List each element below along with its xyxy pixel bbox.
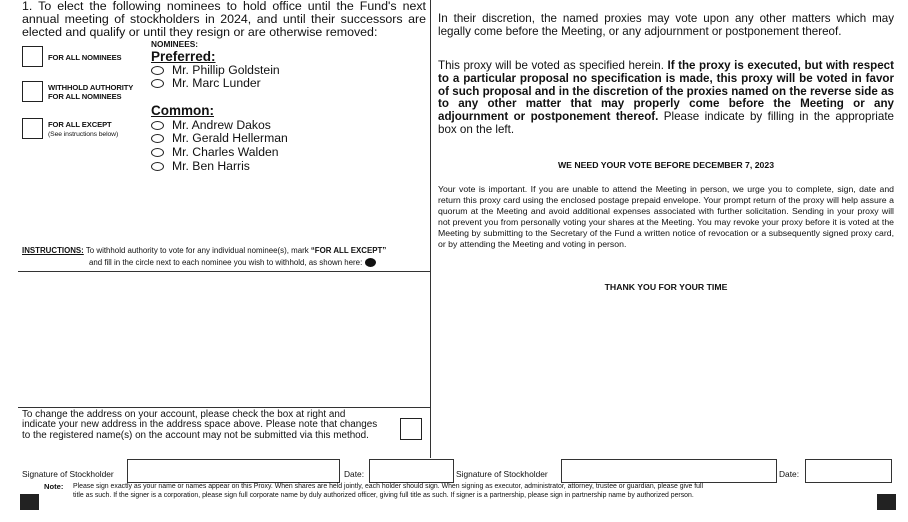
discretion-text: In their discretion, the named proxies may vote upon any other matters which may legally come before the Meeting, or any adjournment or postponement thereof. [438, 12, 894, 38]
nominees-header: NOMINEES: [151, 39, 199, 49]
registration-mark-left [20, 494, 39, 510]
signature-label-2: Signature of Stockholder [456, 469, 548, 479]
date-label-1: Date: [344, 469, 365, 479]
nominee-phillip-goldstein: Mr. Phillip Goldstein [151, 64, 280, 78]
withhold-authority-label: WITHHOLD AUTHORITY FOR ALL NOMINEES [48, 83, 134, 101]
section-divider [18, 271, 430, 272]
preferred-heading: Preferred: [151, 49, 216, 64]
address-change-checkbox[interactable] [400, 418, 422, 440]
for-all-nominees-checkbox[interactable] [22, 46, 43, 67]
note-line-1: Please sign exactly as your name or names appear on this Proxy. When shares are held jointly, each holder should sign. When signing as executor, administrator, attorney, trustee or guardian, please give full [73, 483, 704, 490]
for-all-nominees-label: FOR ALL NOMINEES [48, 53, 122, 62]
withhold-circle[interactable] [151, 148, 164, 157]
date-field-2[interactable] [805, 459, 892, 483]
for-all-except-label: FOR ALL EXCEPT (See instructions below) [48, 120, 119, 138]
instructions: INSTRUCTIONS: To withhold authority to vote for any individual nominee(s), mark “FOR ALL EXCEPT” [22, 246, 387, 255]
proposal-1-text: 1. To elect the following nominees to hold office until the Fund's next annual meeting of stockholders in 2024, and until their successors are elected and qualify or until they resign or are otherwise removed: [22, 0, 426, 39]
column-divider [430, 0, 431, 458]
nominee-charles-walden: Mr. Charles Walden [151, 146, 279, 160]
common-heading: Common: [151, 103, 214, 118]
signature-label-1: Signature of Stockholder [22, 469, 114, 479]
withhold-circle[interactable] [151, 79, 164, 88]
nominee-andrew-dakos: Mr. Andrew Dakos [151, 119, 271, 133]
vote-deadline: WE NEED YOUR VOTE BEFORE DECEMBER 7, 2023 [557, 160, 775, 170]
signature-field-1[interactable] [127, 459, 340, 483]
signature-field-2[interactable] [561, 459, 777, 483]
withhold-authority-checkbox[interactable] [22, 81, 43, 102]
proxy-voting-text: This proxy will be voted as specified herein. If the proxy is executed, but with respect to a particular proposal no specification is made, this proxy will be voted in favor of such proposal and in the discretion of the proxies named on the reverse side as to any other matter that may properly come before the Meeting or any adjournment or postponement thereof. Please indicate by filling in the appropriate box on the left. [438, 59, 894, 136]
date-label-2: Date: [779, 469, 800, 479]
withhold-circle[interactable] [151, 162, 164, 171]
nominee-gerald-hellerman: Mr. Gerald Hellerman [151, 132, 288, 146]
filled-circle-example [365, 258, 376, 267]
vote-importance-text: Your vote is important. If you are unable to attend the Meeting in person, we urge you to complete, sign, date and return this proxy card using the enclosed postage prepaid envelope. Your prompt return of the proxy will help assure a quorum at the Meeting and avoid additional expenses associated with further solicitation. Sending in your proxy will not prevent you from personally voting your shares at the Meeting. You may revoke your proxy before it is voted at the Meeting by submitting to the Secretary of the Fund a written notice of revocation or a subsequently signed proxy card, or by attending the Meeting and voting in person. [438, 184, 894, 250]
thank-you-text: THANK YOU FOR YOUR TIME [604, 282, 728, 292]
nominee-ben-harris: Mr. Ben Harris [151, 160, 250, 174]
note-line-2: title as such. If the signer is a corporation, please sign full corporate name by duly authorized officer, giving full title as such. If signer is a partnership, please sign in partnership name by authorized person. [73, 492, 694, 499]
withhold-circle[interactable] [151, 134, 164, 143]
for-all-except-checkbox[interactable] [22, 118, 43, 139]
address-divider [18, 407, 430, 408]
registration-mark-right [877, 494, 896, 510]
withhold-circle[interactable] [151, 121, 164, 130]
address-change-text: To change the address on your account, please check the box at right and indicate your new address in the address space above. Please note that changes to the registered name(s) on the account may not be submitted via this method. [22, 409, 378, 441]
note-label: Note: [44, 482, 64, 491]
withhold-circle[interactable] [151, 66, 164, 75]
nominee-marc-lunder: Mr. Marc Lunder [151, 77, 261, 91]
instructions-line2: and fill in the circle next to each nominee you wish to withhold, as shown here: [89, 258, 376, 268]
date-field-1[interactable] [369, 459, 454, 483]
